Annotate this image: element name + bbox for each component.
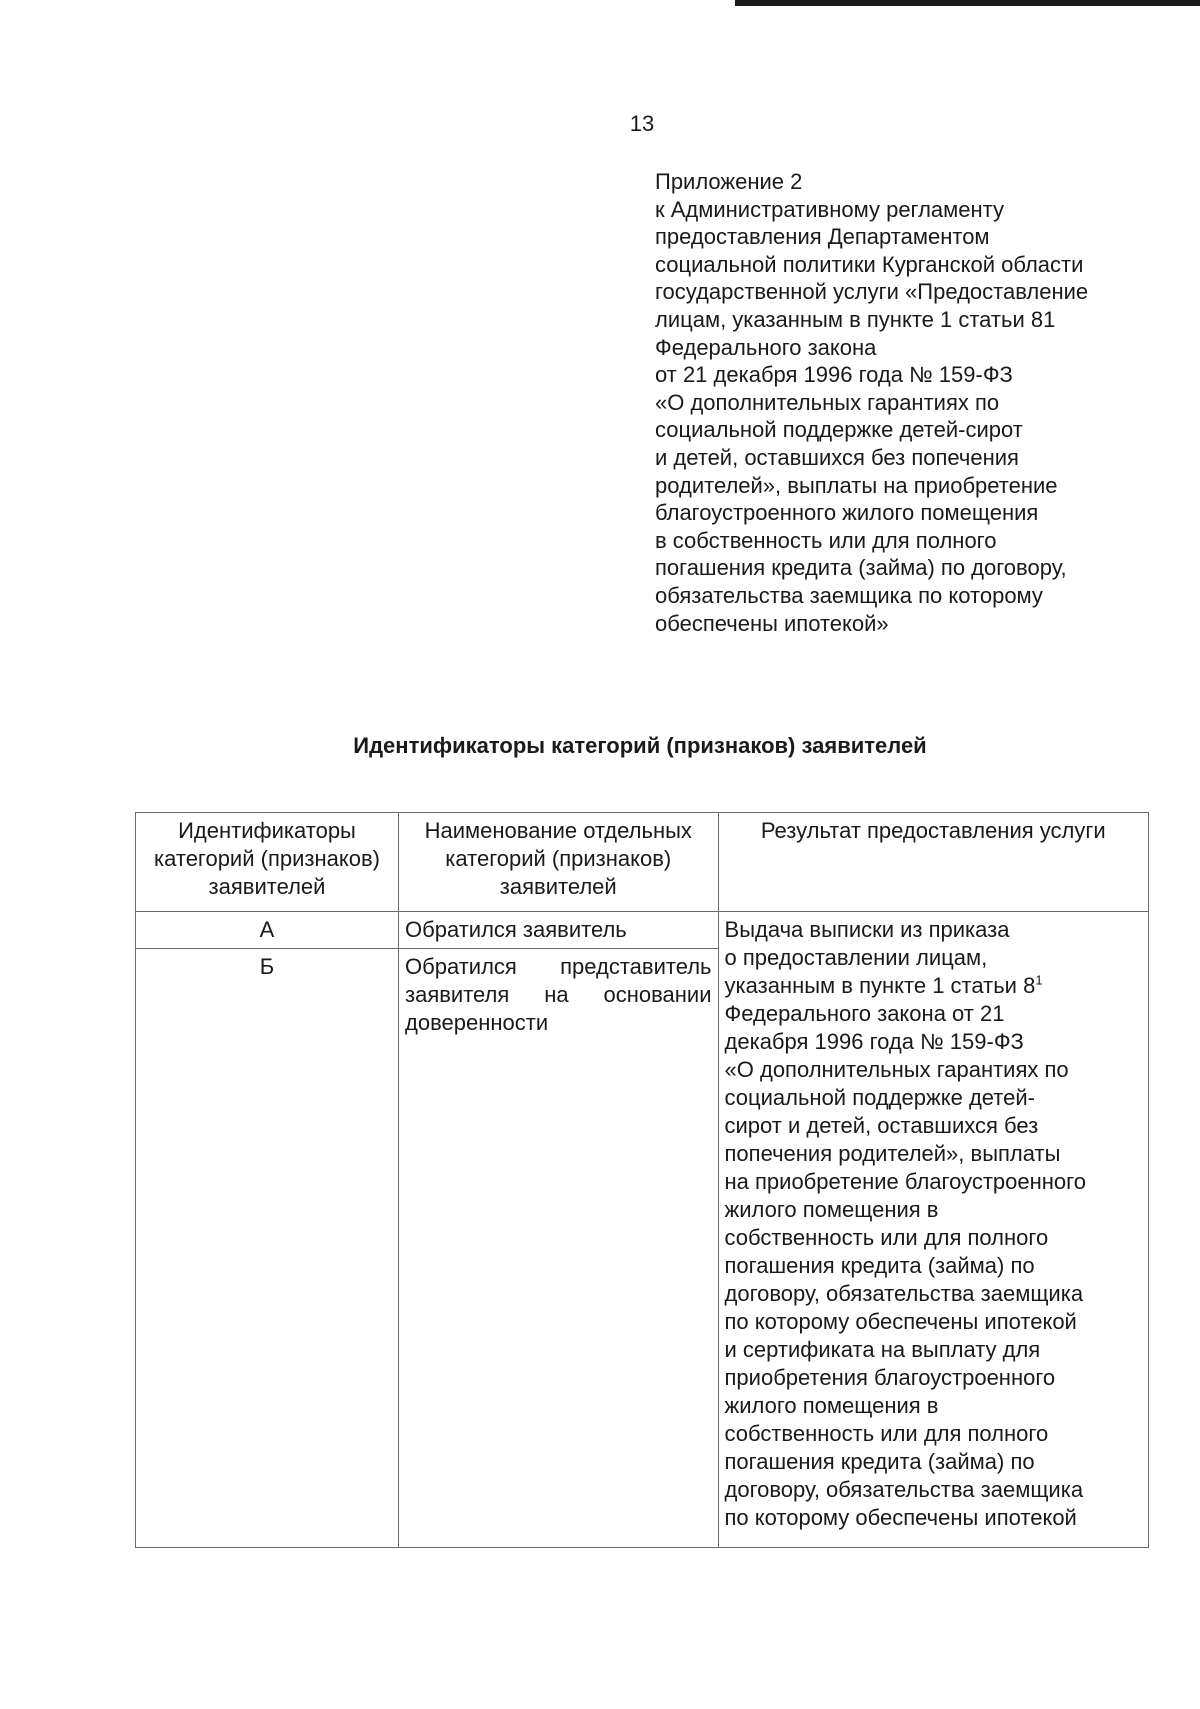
appendix-line: в собственность или для полного bbox=[655, 527, 997, 553]
row-name-cell: Обратился заявитель bbox=[399, 912, 719, 949]
result-line: социальной поддержке детей- bbox=[724, 1085, 1035, 1110]
result-line: договору, обязательства заемщика bbox=[724, 1281, 1084, 1306]
result-line: договору, обязательства заемщика bbox=[724, 1477, 1084, 1502]
appendix-line: обязательства заемщика по которому bbox=[655, 582, 1043, 608]
result-line: собственность или для полного bbox=[724, 1225, 1049, 1250]
result-line: погашения кредита (займа) по bbox=[724, 1253, 1035, 1278]
table-header-row bbox=[136, 813, 1149, 912]
appendix-line: лицам, указанным в пункте 1 статьи 81 bbox=[655, 306, 1056, 332]
header-result: Результат предоставления услуги bbox=[718, 813, 1148, 912]
table-row bbox=[136, 912, 1149, 949]
result-line: приобретения благоустроенного bbox=[724, 1365, 1056, 1390]
header-identifiers: Идентификаторы категорий (признаков) заявителей bbox=[136, 813, 399, 912]
row-name-cell: Обратился представитель заявителя на основании доверенности bbox=[399, 949, 719, 1548]
document-title: Идентификаторы категорий (признаков) заявителей bbox=[353, 733, 927, 758]
appendix-line: и детей, оставшихся без попечения bbox=[655, 444, 1019, 470]
appendix-line: от 21 декабря 1996 года № 159-ФЗ bbox=[655, 362, 1013, 388]
appendix-line: родителей», выплаты на приобретение bbox=[655, 472, 1058, 498]
header-category-names: Наименование отдельных категорий (признаков) заявителей bbox=[399, 813, 719, 912]
appendix-line: социальной политики Курганской области bbox=[655, 251, 1084, 277]
categories-table bbox=[135, 812, 1149, 1548]
result-line: погашения кредита (займа) по bbox=[724, 1449, 1035, 1474]
page-number: 13 bbox=[629, 111, 655, 136]
top-scan-border bbox=[735, 0, 1200, 6]
appendix-line: погашения кредита (займа) по договору, bbox=[655, 555, 1067, 581]
row-id-cell: А bbox=[136, 912, 399, 949]
result-line: сирот и детей, оставшихся без bbox=[724, 1113, 1039, 1138]
row-id-cell: Б bbox=[136, 949, 399, 1548]
superscript: 1 bbox=[1035, 972, 1043, 988]
appendix-line: «О дополнительных гарантиях по bbox=[655, 389, 1000, 415]
result-cell bbox=[718, 912, 1148, 1548]
result-line: Выдача выписки из приказа bbox=[724, 917, 1010, 942]
result-line: попечения родителей», выплаты bbox=[724, 1141, 1061, 1166]
result-line: по которому обеспечены ипотекой bbox=[724, 1309, 1077, 1334]
appendix-line: обеспечены ипотекой» bbox=[655, 610, 889, 636]
result-line-text: указанным в пункте 1 статьи 8 bbox=[724, 973, 1036, 998]
appendix-line: государственной услуги «Предоставление bbox=[655, 279, 1089, 305]
appendix-header bbox=[655, 168, 1175, 637]
result-line: собственность или для полного bbox=[724, 1421, 1049, 1446]
result-line: декабря 1996 года № 159-ФЗ bbox=[724, 1029, 1024, 1054]
result-line: жилого помещения в bbox=[724, 1393, 939, 1418]
appendix-line: благоустроенного жилого помещения bbox=[655, 500, 1039, 526]
result-line: по которому обеспечены ипотекой bbox=[724, 1505, 1077, 1530]
result-line: на приобретение благоустроенного bbox=[724, 1169, 1086, 1194]
result-line bbox=[725, 972, 1142, 1000]
appendix-line: Приложение 2 bbox=[655, 169, 803, 194]
result-line: жилого помещения в bbox=[724, 1197, 939, 1222]
appendix-line: к Административному регламенту bbox=[655, 196, 1005, 222]
result-line: о предоставлении лицам, bbox=[724, 945, 988, 970]
result-line: «О дополнительных гарантиях по bbox=[724, 1057, 1069, 1082]
appendix-line: социальной поддержке детей-сирот bbox=[655, 417, 1023, 443]
result-line: и сертификата на выплату для bbox=[724, 1337, 1041, 1362]
result-line: Федерального закона от 21 bbox=[724, 1001, 1005, 1026]
appendix-line: Федерального закона bbox=[655, 334, 877, 360]
appendix-line: предоставления Департаментом bbox=[655, 224, 990, 250]
